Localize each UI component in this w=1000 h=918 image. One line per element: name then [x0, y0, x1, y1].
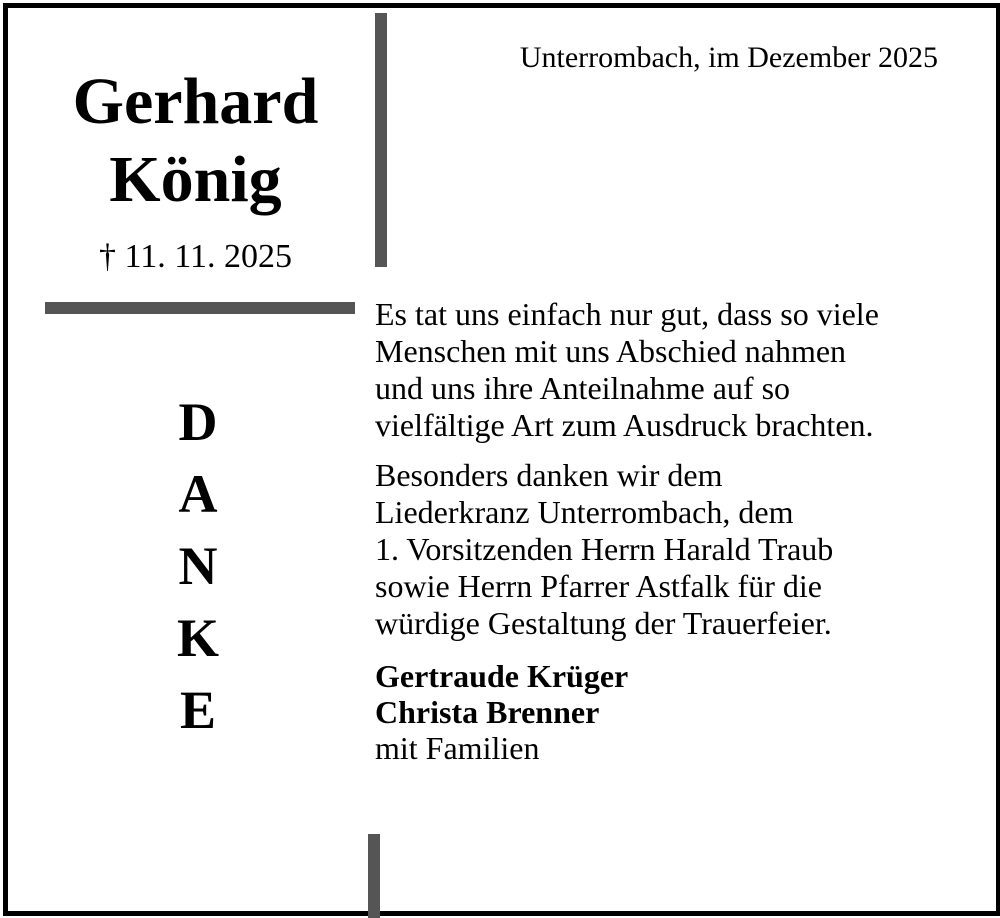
danke-vertical-word: [158, 386, 238, 746]
message-line: sowie Herrn Pfarrer Astfalk für die: [375, 568, 822, 604]
top-vertical-divider: [375, 13, 387, 267]
signatures: [375, 658, 975, 766]
deceased-last-name: König: [109, 143, 282, 216]
deceased-name-block: [43, 63, 348, 279]
place-and-date: Unterrombach, im Dezember 2025: [519, 41, 938, 74]
signature-name: Christa Brenner: [375, 694, 600, 730]
message-line: vielfältige Art zum Ausdruck brachten.: [375, 407, 874, 443]
message-line: 1. Vorsitzenden Herrn Harald Traub: [375, 531, 834, 567]
danke-letter: K: [176, 608, 219, 668]
deceased-first-name: Gerhard: [72, 65, 319, 138]
bottom-vertical-divider: [368, 834, 380, 918]
message-line: Besonders danken wir dem: [375, 457, 723, 493]
danke-letter: N: [178, 536, 218, 596]
danke-letter: A: [178, 464, 218, 524]
message-line: Menschen mit uns Abschied nahmen: [375, 333, 847, 369]
death-date: † 11. 11. 2025: [99, 238, 292, 275]
thank-you-message: [375, 296, 975, 766]
obituary-notice-frame: [3, 3, 1000, 916]
message-line: und uns ihre Anteilnahme auf so: [375, 370, 791, 406]
message-paragraph-2: [375, 457, 975, 642]
message-paragraph-1: [375, 296, 975, 444]
signature-family: mit Familien: [375, 730, 540, 766]
horizontal-divider: [45, 302, 355, 314]
danke-letter: E: [179, 680, 217, 740]
message-line: Es tat uns einfach nur gut, dass so viele: [375, 296, 879, 332]
signature-name: Gertraude Krüger: [375, 658, 629, 694]
message-line: würdige Gestaltung der Trauerfeier.: [375, 605, 832, 641]
message-line: Liederkranz Unterrombach, dem: [375, 494, 794, 530]
danke-letter: D: [178, 392, 218, 452]
